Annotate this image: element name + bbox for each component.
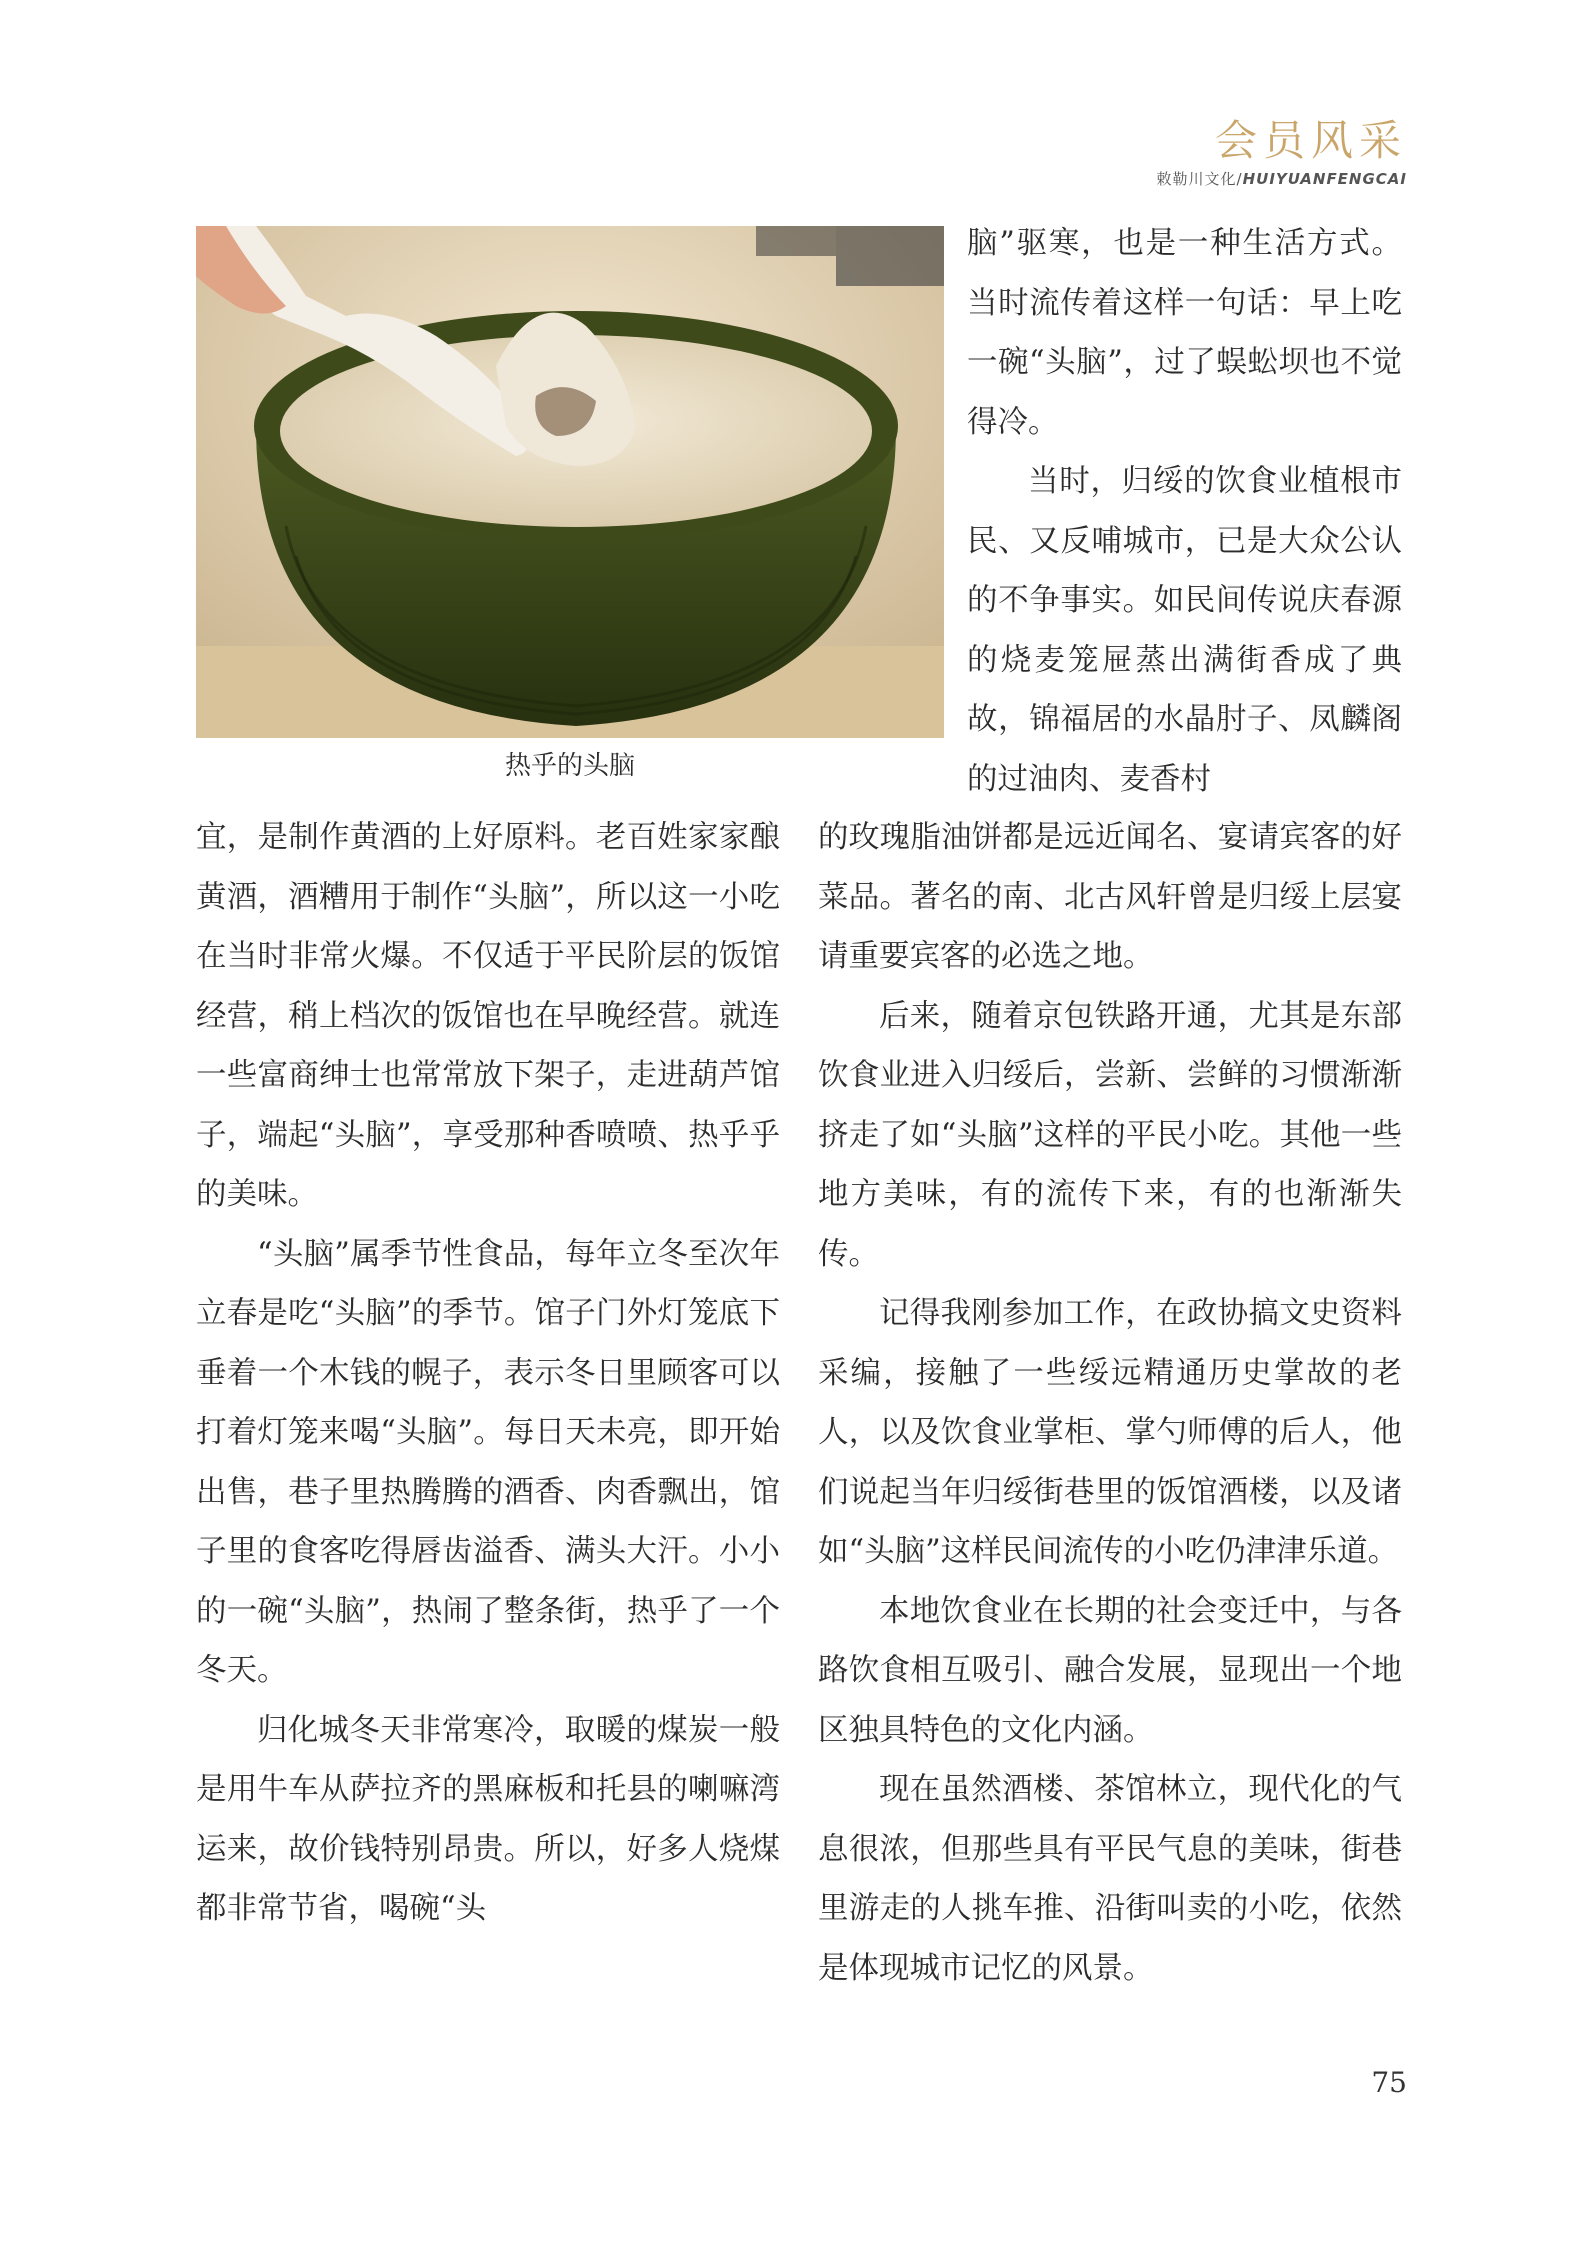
photo-caption: 热乎的头脑 bbox=[504, 751, 635, 781]
paragraph: 现在虽然酒楼、茶馆林立，现代化的气息很浓，但那些具有平民气息的美味，街巷里游走的人挑车推、沿街叫卖的小吃，依然是体现城市记忆的风景。 bbox=[818, 1772, 1402, 1986]
left-column bbox=[196, 808, 780, 1939]
subtitle-en: HUIYUANFENGCAI bbox=[1242, 170, 1407, 188]
right-column bbox=[818, 808, 1402, 1998]
paragraph: “头脑”属季节性食品，每年立冬至次年立春是吃“头脑”的季节。馆子门外灯笼底下垂着一个木钱的幌子，表示冬日里顾客可以打着灯笼来喝“头脑”。每日天未亮，即开始出售，巷子里热腾腾的酒香、肉香飘出，馆子里的食客吃得唇齿溢香、满头大汗。小小的一碗“头脑”，热闹了整条街，热乎了一个冬天。 bbox=[196, 1236, 780, 1688]
paragraph: 当时，归绥的饮食业植根市民、又反哺城市，已是大众公认的不争事实。如民间传说庆春源的烧麦笼屉蒸出满街香成了典故，锦福居的水晶肘子、凤麟阁的过油肉、麦香村 bbox=[967, 464, 1402, 797]
section-title: 会员风采 bbox=[1214, 116, 1407, 165]
page-number: 75 bbox=[1371, 2066, 1407, 2099]
section-subtitle bbox=[1157, 168, 1407, 189]
paragraph: 记得我刚参加工作，在政协搞文史资料采编，接触了一些绥远精通历史掌故的老人，以及饮食业掌柜、掌勺师傅的后人，他们说起当年归绥街巷里的饭馆酒楼，以及诸如“头脑”这样民间流传的小吃仍津津乐道。 bbox=[818, 1296, 1402, 1569]
paragraph: 本地饮食业在长期的社会变迁中，与各路饮食相互吸引、融合发展，显现出一个地区独具特色的文化内涵。 bbox=[818, 1593, 1402, 1748]
paragraph: 脑”驱寒，也是一种生活方式。当时流传着这样一句话：早上吃一碗“头脑”，过了蜈蚣坝也不觉得冷。 bbox=[967, 226, 1402, 440]
paragraph: 归化城冬天非常寒冷，取暖的煤炭一般是用牛车从萨拉齐的黑麻板和托县的喇嘛湾运来，故价钱特别昂贵。所以，好多人烧煤都非常节省，喝碗“头 bbox=[196, 1712, 780, 1926]
paragraph: 后来，随着京包铁路开通，尤其是东部饮食业进入归绥后，尝新、尝鲜的习惯渐渐挤走了如“头脑”这样的平民小吃。其他一些地方美味，有的流传下来，有的也渐渐失传。 bbox=[818, 998, 1402, 1272]
subtitle-cn: 敕勒川文化/ bbox=[1156, 170, 1243, 188]
right-column-top bbox=[967, 214, 1402, 809]
paragraph: 的玫瑰脂油饼都是远近闻名、宴请宾客的好菜品。著名的南、北古风轩曾是归绥上层宴请重要宾客的必选之地。 bbox=[818, 820, 1402, 974]
soup-bowl-photo bbox=[196, 226, 944, 738]
paragraph: 宜，是制作黄酒的上好原料。老百姓家家酿黄酒，酒糟用于制作“头脑”，所以这一小吃在当时非常火爆。不仅适于平民阶层的饭馆经营，稍上档次的饭馆也在早晚经营。就连一些富商绅士也常常放下架子，走进葫芦馆子，端起“头脑”，享受那种香喷喷、热乎乎的美味。 bbox=[196, 820, 780, 1212]
